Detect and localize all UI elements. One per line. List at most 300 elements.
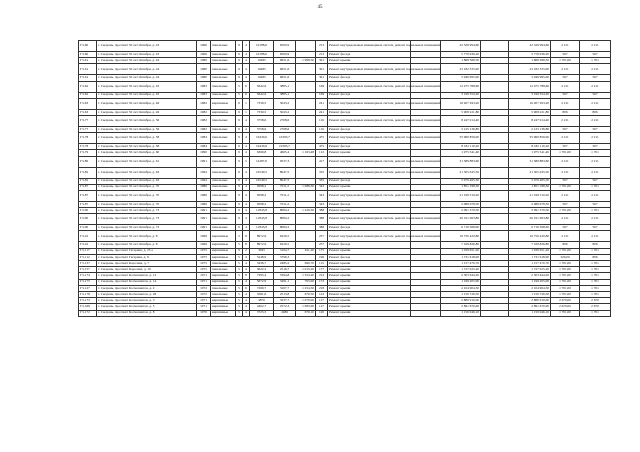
- cell-living-area: 6229,5: [274, 242, 296, 248]
- cell-max-unit-cost: 1 701: [580, 267, 611, 273]
- cell-unit-cost: 2 211: [551, 115, 580, 126]
- cell-residents: 257: [316, 242, 328, 248]
- cell-residents: 218: [316, 285, 328, 291]
- cell-cost-fund: 2 091 379,50: [509, 208, 551, 214]
- cell-total-area: 10485: [250, 75, 274, 81]
- cell-col-14: [481, 133, 509, 144]
- cell-max-unit-cost: 1 701: [580, 310, 611, 316]
- cell-year-built: 1971: [197, 298, 211, 304]
- cell-object-code: Г3-61: [79, 64, 97, 75]
- cell-total-area: 3581,6: [250, 291, 274, 297]
- cell-roof-area: 1 354,20: [296, 273, 316, 279]
- cell-work-type: Ремонт крыши: [328, 261, 411, 267]
- cell-residents: 116: [316, 126, 328, 132]
- cell-floors: 9: [236, 115, 243, 126]
- cell-year-built: 1984: [197, 133, 211, 144]
- cell-address: г. Сызрань, проспект 50 лет Октября, д. 44: [97, 58, 197, 64]
- cell-living-area: 3885,1: [274, 92, 296, 98]
- cell-entrances: 4: [243, 64, 250, 75]
- cell-year-built: 1975: [197, 267, 211, 273]
- cell-residents: 343: [316, 184, 328, 190]
- cell-year-built: 1980: [197, 75, 211, 81]
- cell-residents: 120: [316, 310, 328, 316]
- cell-col-14: [481, 98, 509, 109]
- cell-entrances: 4: [243, 184, 250, 190]
- cell-residents: 388: [316, 208, 328, 214]
- cell-total-area: 11845,8: [250, 208, 274, 214]
- cell-object-code: Г3-117: [79, 248, 97, 254]
- cell-wall-material: кирпичные: [211, 254, 236, 260]
- cell-object-code: Г3-90: [79, 214, 97, 225]
- cell-work-type: Ремонт крыши: [328, 291, 411, 297]
- cell-floors: 9: [236, 133, 243, 144]
- cell-floors: 9: [236, 190, 243, 201]
- cell-total-area: 7339,5: [250, 109, 274, 115]
- cell-living-area: 8084,2: [274, 208, 296, 214]
- cell-total-area: 7269,7: [250, 285, 274, 291]
- cell-floors: 5: [236, 310, 243, 316]
- cell-cost-fund: 19 750 420,80: [509, 231, 551, 242]
- table-row: [79, 133, 611, 144]
- cell-residents: 116: [316, 115, 328, 126]
- cell-roof-area: 676,50: [296, 291, 316, 297]
- cell-residents: 388: [316, 214, 328, 225]
- cell-object-code: Г3-157: [79, 267, 97, 273]
- cell-year-built: 1994: [197, 167, 211, 178]
- cell-residents: 196: [316, 254, 328, 260]
- cell-floors: 9: [236, 64, 243, 75]
- cell-cost-total: 1 039 651,20: [441, 248, 481, 254]
- cell-unit-cost: 1 701,00: [551, 208, 580, 214]
- cell-object-code: Г3-60: [79, 52, 97, 58]
- cell-floors: 9: [236, 144, 243, 150]
- cell-max-unit-cost: 567: [580, 225, 611, 231]
- cell-max-unit-cost: 2 211: [580, 167, 611, 178]
- cell-address: г. Сызрань, проспект 50 лет Октября, д. 73: [97, 225, 197, 231]
- cell-max-unit-cost: 2 211: [580, 231, 611, 242]
- cell-address: г. Сызрань, проспект 50 лет Октября, д. 8: [97, 242, 197, 248]
- cell-total-area: 16430,6: [250, 133, 274, 144]
- cell-total-area: 4870: [250, 298, 274, 304]
- cell-living-area: 8084,2: [274, 214, 296, 225]
- cell-address: г. Сызрань, проспект 50 лет Октября, д. 63: [97, 178, 197, 184]
- cell-unit-cost: 2 211: [551, 156, 580, 167]
- cell-object-code: Г3-87: [79, 190, 97, 201]
- cell-roof-area: [296, 231, 316, 242]
- cell-residents: 388: [316, 225, 328, 231]
- cell-total-area: 4402,7: [250, 304, 274, 310]
- cell-address: г. Сызрань, проспект Космонавтов, д. 2: [97, 285, 197, 291]
- cell-year-built: 1991: [197, 208, 211, 214]
- cell-max-unit-cost: 567: [580, 126, 611, 132]
- cell-cost-total: 35 960 856,00: [441, 133, 481, 144]
- cell-unit-cost: 1 701,00: [551, 310, 580, 316]
- cell-floors: 5: [236, 273, 243, 279]
- cell-object-code: Г3-77: [79, 126, 97, 132]
- cell-residents: 301: [316, 58, 328, 64]
- cell-entrances: 6: [243, 81, 250, 92]
- table-row: [79, 64, 611, 75]
- cell-col-14: [481, 115, 509, 126]
- cell-cost-total: 8 247 014,40: [441, 115, 481, 126]
- cell-wall-material: кирпичные: [211, 242, 236, 248]
- cell-col-14: [481, 41, 509, 52]
- cell-object-code: Г3-42: [79, 242, 97, 248]
- cell-entrances: 6: [243, 285, 250, 291]
- cell-living-area: 5394,8: [274, 273, 296, 279]
- cell-wall-material: панельные: [211, 167, 236, 178]
- cell-cost-fund: 5 946 995,00: [509, 75, 551, 81]
- cell-floors: 9: [236, 52, 243, 58]
- cell-unit-cost: 567: [551, 225, 580, 231]
- cell-year-built: 1983: [197, 92, 211, 98]
- cell-cost-fund: 1 150 046,10: [509, 310, 551, 316]
- cell-total-area: 5642,6: [250, 81, 274, 92]
- cell-roof-area: 705,00: [296, 279, 316, 285]
- cell-total-area: 10540,5: [250, 178, 274, 184]
- cell-residents: 177: [316, 267, 328, 273]
- cell-work-type: Ремонт внутридомовых инженерных систем, ремонт подвальных помещений: [328, 231, 411, 242]
- cell-cost-total: 5 908 221,80: [441, 109, 481, 115]
- cell-unit-cost: 806: [551, 242, 580, 248]
- cell-living-area: 5043,2: [274, 109, 296, 115]
- cell-address: г. Сызрань, проспект 50 лет Октября, д. 44: [97, 75, 197, 81]
- cell-living-area: 8047,5: [274, 178, 296, 184]
- cell-wall-material: кирпичные: [211, 248, 236, 254]
- cell-total-area: 14287,6: [250, 156, 274, 167]
- cell-address: г. Сызрань, проспект 50 лет Октября, д. 45: [97, 92, 197, 98]
- cell-cost-total: 2 880 910,00: [441, 298, 481, 304]
- cell-floors: 5: [236, 242, 243, 248]
- cell-cost-total: 6 716 568,00: [441, 225, 481, 231]
- cell-year-built: 1971: [197, 279, 211, 285]
- cell-wall-material: кирпичные: [211, 279, 236, 285]
- cell-work-type: Ремонт фасада: [328, 52, 411, 58]
- cell-living-area: 2486: [274, 310, 296, 316]
- cell-year-built: 1972: [197, 291, 211, 297]
- cell-entrances: 4: [243, 214, 250, 225]
- cell-year-built: 1990: [197, 150, 211, 156]
- cell-cost-fund: 21 305 045,50: [509, 167, 551, 178]
- page-number: 45: [317, 5, 323, 10]
- cell-total-area: 10188,6: [250, 52, 274, 58]
- cell-floors: 9: [236, 109, 243, 115]
- cell-unit-cost: 567: [551, 178, 580, 184]
- cell-wall-material: панельные: [211, 41, 236, 52]
- cell-living-area: 2572,3: [274, 304, 296, 310]
- cell-work-type: Ремонт фасада: [328, 75, 411, 81]
- cell-living-area: 10393,7: [274, 144, 296, 150]
- cell-year-built: 1986: [197, 190, 211, 201]
- cell-unit-cost: 2 211: [551, 64, 580, 75]
- cell-wall-material: панельные: [211, 267, 236, 273]
- cell-work-type: Ремонт внутридомовых инженерных систем, ремонт подвальных помещений: [328, 167, 411, 178]
- cell-roof-area: 690,70: [296, 261, 316, 267]
- cell-entrances: 4: [243, 58, 250, 64]
- cell-floors: 9: [236, 98, 243, 109]
- cell-work-type: Ремонт фасада: [328, 201, 411, 207]
- cell-roof-area: [296, 190, 316, 201]
- cell-max-unit-cost: 2 211: [580, 156, 611, 167]
- cell-work-type: Ремонт крыши: [328, 248, 411, 254]
- cell-year-built: 1972: [197, 285, 211, 291]
- cell-wall-material: кирпичные: [211, 231, 236, 242]
- cell-cost-fund: 1 157 470,70: [509, 261, 551, 267]
- cell-address: г. Сызрань, проспект Космонавтов, д. 12: [97, 273, 197, 279]
- cell-floors: 9: [236, 41, 243, 52]
- cell-residents: 335: [316, 167, 328, 178]
- cell-year-built: 1994: [197, 178, 211, 184]
- cell-unit-cost: 2 211: [551, 190, 580, 201]
- cell-residents: 343: [316, 201, 328, 207]
- cell-year-built: 1982: [197, 98, 211, 109]
- cell-cost-fund: 22 326 994,60: [509, 41, 551, 52]
- cell-year-built: 1982: [197, 126, 211, 132]
- cell-year-built: 1975: [197, 254, 211, 260]
- cell-wall-material: панельные: [211, 75, 236, 81]
- cell-work-type: Ремонт фасада: [328, 254, 411, 260]
- cell-address: г. Сызрань, проспект 50 лет Октября, д. 70: [97, 201, 197, 207]
- cell-total-area: 10485: [250, 58, 274, 64]
- cell-wall-material: панельные: [211, 92, 236, 98]
- cell-roof-area: [296, 133, 316, 144]
- cell-total-area: 10485: [250, 64, 274, 75]
- cell-object-code: Г3-169: [79, 304, 97, 310]
- cell-max-unit-cost: 567: [580, 52, 611, 58]
- cell-unit-cost: 1 701,00: [551, 150, 580, 156]
- cell-floors: 9: [236, 126, 243, 132]
- cell-residents: 417: [316, 156, 328, 167]
- cell-entrances: 4: [243, 208, 250, 214]
- cell-residents: 169: [316, 81, 328, 92]
- cell-max-unit-cost: 2 211: [580, 41, 611, 52]
- cell-work-type: Ремонт крыши: [328, 279, 411, 285]
- cell-unit-cost: 1 701,00: [551, 184, 580, 190]
- cell-object-code: Г3-78: [79, 144, 97, 150]
- cell-cost-total: 7 169 826,80: [441, 242, 481, 248]
- cell-max-unit-cost: 2 211: [580, 64, 611, 75]
- cell-living-area: 3491,1: [274, 279, 296, 285]
- cell-total-area: 16430,6: [250, 144, 274, 150]
- cell-wall-material: панельные: [211, 291, 236, 297]
- cell-cost-fund: 12 475 788,60: [509, 81, 551, 92]
- cell-unit-cost: 2 211: [551, 81, 580, 92]
- cell-work-type: Ремонт крыши: [328, 58, 411, 64]
- cell-work-type: Ремонт внутридомовых инженерных систем, ремонт подвальных помещений: [328, 41, 411, 52]
- table-row: [79, 167, 611, 178]
- cell-max-unit-cost: 1 701: [580, 184, 611, 190]
- cell-total-area: 3725,5: [250, 310, 274, 316]
- cell-address: г. Сызрань, проспект 50 лет Октября, д. 73: [97, 214, 197, 225]
- cell-address: г. Сызрань, проспект 50 лет Октября, д. 58: [97, 144, 197, 150]
- cell-cost-total: 1 731 618,00: [441, 254, 481, 260]
- cell-cost-fund: 21 199 510,20: [509, 190, 551, 201]
- cell-work-type: Ремонт фасада: [328, 178, 411, 184]
- cell-floors: 9: [236, 225, 243, 231]
- cell-unit-cost: 2 211: [551, 41, 580, 52]
- cell-wall-material: панельные: [211, 156, 236, 167]
- cell-roof-area: [296, 214, 316, 225]
- table-row: [79, 98, 611, 109]
- cell-wall-material: панельные: [211, 115, 236, 126]
- cell-entrances: 4: [243, 144, 250, 150]
- cell-work-type: Ремонт фасада: [328, 225, 411, 231]
- cell-residents: 213: [316, 41, 328, 52]
- cell-max-unit-cost: 567: [580, 178, 611, 184]
- cell-unit-cost: 2 211: [551, 231, 580, 242]
- cell-cost-fund: 7 169 826,80: [509, 242, 551, 248]
- cell-col-14: [481, 156, 509, 167]
- cell-total-area: 5642,6: [250, 92, 274, 98]
- cell-total-area: 3945: [250, 248, 274, 254]
- cell-wall-material: панельные: [211, 133, 236, 144]
- cell-address: г. Сызрань, проспект Гагарина, д. 9: [97, 254, 197, 260]
- cell-work-type: Ремонт фасада: [328, 109, 411, 115]
- cell-entrances: 4: [243, 167, 250, 178]
- cell-cost-total: 1 150 726,50: [441, 291, 481, 297]
- cell-floors: 5: [236, 285, 243, 291]
- cell-cost-fund: 1 731 618,00: [509, 254, 551, 260]
- cell-work-type: Ремонт фасада: [328, 242, 411, 248]
- cell-living-area: 2485,2: [274, 261, 296, 267]
- cell-cost-fund: 5 976 465,50: [509, 178, 551, 184]
- cell-residents: 301: [316, 64, 328, 75]
- cell-floors: 9: [236, 214, 243, 225]
- cell-residents: 241: [316, 98, 328, 109]
- cell-total-area: 8972,6: [250, 231, 274, 242]
- cell-object-code: Г3-173: [79, 298, 97, 304]
- cell-cost-fund: 26 191 063,80: [509, 214, 551, 225]
- cell-year-built: 1971: [197, 304, 211, 310]
- cell-roof-area: [296, 64, 316, 75]
- cell-address: г. Сызрань, проспект 50 лет Октября, д. 60: [97, 150, 197, 156]
- cell-cost-total: 1 868 368,50: [441, 58, 481, 64]
- cell-entrances: 4: [243, 261, 250, 267]
- cell-object-code: Г3-87: [79, 184, 97, 190]
- cell-living-area: 5267,7: [274, 285, 296, 291]
- cell-address: г. Сызрань, проспект 50 лет Октября, д. 44: [97, 64, 197, 75]
- cell-unit-cost: 1 701,00: [551, 291, 580, 297]
- cell-object-code: Г3-78: [79, 133, 97, 144]
- cell-entrances: 8: [243, 242, 250, 248]
- cell-roof-area: 676,10: [296, 310, 316, 316]
- cell-unit-cost: 567: [551, 201, 580, 207]
- cell-cost-total: 21 305 045,50: [441, 167, 481, 178]
- cell-entrances: 1: [243, 98, 250, 109]
- cell-address: г. Сызрань, проспект 50 лет Октября, д. 46: [97, 109, 197, 115]
- table-row: [79, 156, 611, 167]
- cell-unit-cost: 567: [551, 144, 580, 150]
- cell-cost-fund: 1 199 205,00: [509, 279, 551, 285]
- cell-max-unit-cost: 567: [580, 201, 611, 207]
- cell-address: г. Сызрань, проспект 50 лет Октября, д. 45: [97, 81, 197, 92]
- cell-max-unit-cost: 806: [580, 242, 611, 248]
- cell-unit-cost: 2 211: [551, 133, 580, 144]
- cell-object-code: Г3-127: [79, 285, 97, 291]
- cell-wall-material: панельные: [211, 184, 236, 190]
- cell-work-type: Ремонт крыши: [328, 184, 411, 190]
- cell-entrances: 4: [243, 298, 250, 304]
- cell-roof-area: 1 229,50: [296, 208, 316, 214]
- cell-living-area: 6229,5: [274, 231, 296, 242]
- cell-max-unit-cost: 1 701: [580, 273, 611, 279]
- cell-residents: 117: [316, 298, 328, 304]
- cell-year-built: 1982: [197, 109, 211, 115]
- cell-work-type: Ремонт внутридомовых инженерных систем, ремонт подвальных помещений: [328, 81, 411, 92]
- cell-cost-total: 1 727 025,20: [441, 267, 481, 273]
- cell-total-area: 8972,6: [250, 242, 274, 248]
- cell-residents: 169: [316, 92, 328, 98]
- cell-max-unit-cost: 1 701: [580, 208, 611, 214]
- cell-cost-total: 16 207 293,20: [441, 98, 481, 109]
- cell-cost-total: 12 475 788,60: [441, 81, 481, 92]
- cell-cost-total: 22 326 994,60: [441, 41, 481, 52]
- cell-roof-area: 1 998,50: [296, 58, 316, 64]
- cell-cost-total: 1 157 470,70: [441, 261, 481, 267]
- cell-entrances: 8: [243, 231, 250, 242]
- cell-cost-total: 2 303 644,20: [441, 273, 481, 279]
- cell-cost-fund: 5 776 936,20: [509, 52, 551, 58]
- cell-floors: 5: [236, 267, 243, 273]
- cell-unit-cost: 567: [551, 52, 580, 58]
- cell-object-code: Г3-62: [79, 92, 97, 98]
- cell-residents: 122: [316, 291, 328, 297]
- cell-wall-material: панельные: [211, 64, 236, 75]
- cell-unit-cost: 2 670,00: [551, 298, 580, 304]
- cell-roof-area: 611,20: [296, 248, 316, 254]
- cell-cost-total: 5 946 995,00: [441, 75, 481, 81]
- cell-residents: 117: [316, 304, 328, 310]
- cell-max-unit-cost: 1 701: [580, 285, 611, 291]
- cell-wall-material: панельные: [211, 52, 236, 58]
- cell-total-area: 5672,9: [250, 279, 274, 285]
- cell-floors: 5: [236, 304, 243, 310]
- cell-wall-material: панельные: [211, 81, 236, 92]
- cell-unit-cost: 2 211: [551, 214, 580, 225]
- cell-wall-material: панельные: [211, 201, 236, 207]
- cell-living-area: 3796,3: [274, 254, 296, 260]
- cell-wall-material: кирпичные: [211, 298, 236, 304]
- cell-cost-total: 2 125 136,80: [441, 126, 481, 132]
- cell-address: г. Сызрань, проспект Космонавтов, д. 3: [97, 298, 197, 304]
- cell-entrances: 6: [243, 92, 250, 98]
- cell-entrances: 4: [243, 75, 250, 81]
- cell-year-built: 1971: [197, 273, 211, 279]
- cell-wall-material: панельные: [211, 261, 236, 267]
- cell-max-unit-cost: 567: [580, 75, 611, 81]
- cell-year-built: 1980: [197, 64, 211, 75]
- cell-entrances: 4: [243, 41, 250, 52]
- cell-max-unit-cost: 2 670: [580, 298, 611, 304]
- cell-residents: 301: [316, 75, 328, 81]
- cell-residents: 173: [316, 279, 328, 285]
- cell-roof-area: 1 088,30: [296, 184, 316, 190]
- cell-object-code: Г3-63: [79, 109, 97, 115]
- cell-work-type: Ремонт внутридомовых инженерных систем, ремонт подвальных помещений: [328, 133, 411, 144]
- cell-year-built: 1984: [197, 144, 211, 150]
- cell-cost-fund: 2 089 678,50: [509, 201, 551, 207]
- cell-cost-total: 1 851 198,30: [441, 184, 481, 190]
- cell-work-type: Ремонт крыши: [328, 310, 411, 316]
- cell-floors: 5: [236, 254, 243, 260]
- cell-residents: 175: [316, 248, 328, 254]
- cell-work-type: Ремонт внутридомовых инженерных систем, ремонт подвальных помещений: [328, 214, 411, 225]
- cell-living-area: 2516,7: [274, 267, 296, 273]
- cell-cost-total: 2 091 379,50: [441, 208, 481, 214]
- cell-cost-fund: 23 182 335,00: [509, 64, 551, 75]
- cell-floors: 5: [236, 231, 243, 242]
- cell-address: г. Сызрань, проспект 50 лет Октября, д. 70: [97, 184, 197, 190]
